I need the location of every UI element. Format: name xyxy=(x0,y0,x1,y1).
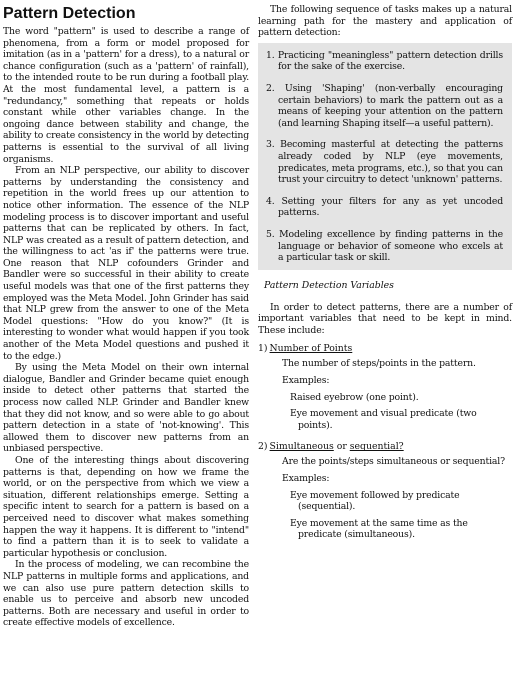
example-item: Raised eyebrow (one point). xyxy=(290,391,419,403)
body-paragraph: In the process of modeling, we can recombine the NLP patterns in multiple forms and applications, and we can also use pure pattern detection skills to enable us to perceive and absorb new uncoded patterns. Both are necessary and useful in order to create effective models of excellence. xyxy=(3,559,249,629)
variable-title-second: sequential? xyxy=(349,441,404,453)
example-item: Eye movement followed by predicate (sequential). xyxy=(290,489,460,513)
left-column xyxy=(3,4,249,629)
task-item: 1. Practicing "meaningless" pattern detection drills for the sake of the exercise. xyxy=(266,49,503,73)
examples-label: Examples: xyxy=(282,473,330,485)
variable-number: 1) xyxy=(258,343,268,355)
variable-title: Simultaneous xyxy=(269,441,334,453)
example-item: Eye movement at the same time as the predicate (simultaneous). xyxy=(290,517,468,541)
variable-title-joiner: or xyxy=(333,441,350,453)
page-title: Pattern Detection xyxy=(3,5,136,22)
variable-description: Are the points/steps simultaneous or sequential? xyxy=(282,456,505,468)
tasks-intro: The following sequence of tasks makes up a natural learning path for the mastery and application of pattern detection: xyxy=(258,4,512,39)
body-paragraph: From an NLP perspective, our ability to discover patterns by understanding the consistency and repetition in the world frees up our attention to notice other information. The essence of the NLP modeling process is to discover important and useful patterns that can be replicated by others. In fact, NLP was created as a result of pattern detection, and the willingness to act 'as if' the patterns were true. One reason that NLP cofounders Grinder and Bandler were so successful in their ability to create useful models was that one of the first patterns they employed was the Meta Model. John Grinder has said that NLP grew from the answer to one of the Meta Model questions: "How do you know?" (It is interesting to wonder what would happen if you took another of the Meta Model questions and pushed it to the edge.) xyxy=(3,165,249,362)
variable-number: 2) xyxy=(258,441,268,453)
variable-description: The number of steps/points in the pattern. xyxy=(282,358,476,370)
learning-path-box xyxy=(258,43,512,270)
task-item: 3. Becoming masterful at detecting the patterns already coded by NLP (eye movements, predicates, meta programs, etc.), so that you can trust your circuitry to detect 'unknown' patterns. xyxy=(266,139,503,186)
body-paragraph: One of the interesting things about discovering patterns is that, depending on how we frame the world, or on the perspective from which we view a situation, different relationships emerge. Setting a specific intent to search for a pattern is based on a perceived need to discover what makes something happen the way it happens. It is different to "intend" to find a pattern than it is to seek to validate a particular hypothesis or conclusion. xyxy=(3,454,249,559)
example-item: Eye movement and visual predicate (two points). xyxy=(290,408,477,431)
task-item: 2. Using 'Shaping' (non-verbally encouraging certain behaviors) to mark the pattern out as a means of keeping your attention on the pattern (and learning Shaping itself—a useful pattern). xyxy=(266,82,503,129)
body-paragraph: The word "pattern" is used to describe a range of phenomena, from a form or model proposed for imitation (as in a 'pattern' for a dress), to a natural or chance configuration (such as a 'pattern' of rainfall), to the intended route to be run during a football play. At the most fundamental level, a pattern is a "redundancy," something that repeats or holds constant while other variables change. In the ongoing dance between stability and change, the ability to create consistency in the world by detecting patterns is essential to the survival of all living organisms. xyxy=(3,26,249,165)
examples-label: Examples: xyxy=(282,375,330,387)
section-intro: In order to detect patterns, there are a number of important variables that need to be kept in mind. These include: xyxy=(258,301,512,336)
variable-heading xyxy=(258,441,512,453)
variable-title: Number of Points xyxy=(269,343,353,355)
body-paragraph: By using the Meta Model on their own internal dialogue, Bandler and Grinder became quiet enough inside to detect other patterns that started the process now called NLP. Grinder and Bandler knew that they did not know, and so were able to go about pattern detection in a state of 'not-knowing'. This allowed them to discover new patterns from an unbiased perspective. xyxy=(3,362,249,455)
task-item: 4. Setting your filters for any as yet uncoded patterns. xyxy=(266,195,503,219)
section-subheading: Pattern Detection Variables xyxy=(264,279,394,291)
task-item: 5. Modeling excellence by finding patterns in the language or behavior of someone who excels at a particular task or skill. xyxy=(266,228,503,264)
right-column xyxy=(258,4,512,546)
variable-heading xyxy=(258,343,512,355)
